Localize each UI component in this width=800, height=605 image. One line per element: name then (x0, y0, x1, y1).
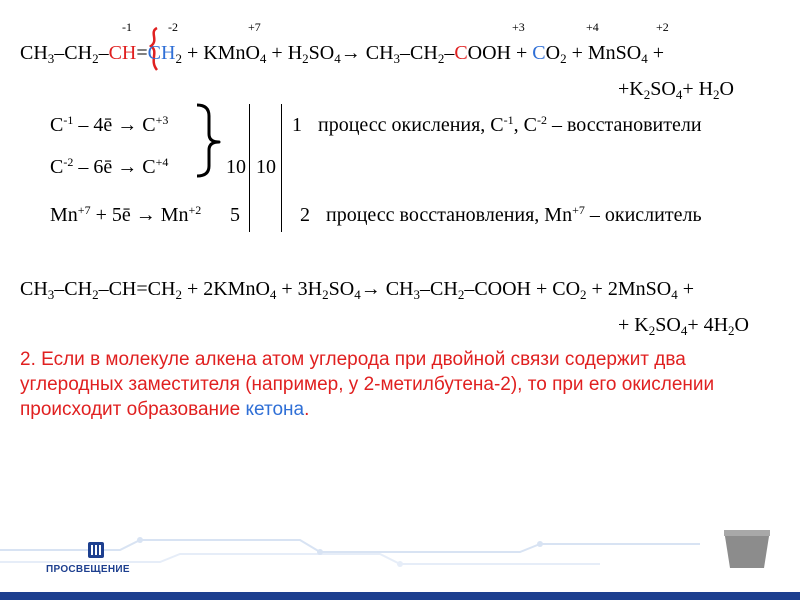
ox-state-5: +4 (586, 20, 599, 34)
equation-1-line-2: $+K_2SO_4+ H_2O$ (618, 78, 734, 102)
ox-state-2: -2 (168, 20, 178, 34)
half-reaction-1: $C^{-1}$ – 4ē → $C^{+3}$ (50, 113, 169, 136)
coefficient-5: 5 (230, 204, 240, 226)
rule-text: 2. Если в молекуле алкена атом углерода при двойной связи содержит два углеродных заместителя (например, у 2-метилбутена-2), то при его окислении происходит образование (20, 349, 715, 420)
coefficient-10-b: 10 (256, 156, 276, 178)
half-reaction-3: $Mn^{+7}$ + 5ē → $Mn^{+2}$ (50, 203, 202, 226)
equation-2-line-2: + $K_2SO_4+ 4H_2O$ (618, 314, 749, 338)
balance-brace (195, 100, 225, 180)
footer-bar (0, 530, 800, 600)
ox-state-6: +2 (656, 20, 669, 34)
coefficient-2: 2 (300, 204, 310, 226)
half-reaction-2: $C^{-2}$ – 6ē → $C^{+4}$ (50, 155, 169, 178)
reduction-description: процесс восстановления, $Mn^{+7}$ – окислитель (326, 203, 702, 226)
publisher-logo-icon (86, 540, 106, 560)
coefficient-1: 1 (292, 114, 302, 136)
rule-period: . (304, 399, 310, 420)
equation-1-line-1: $CH_3-CH_2-CH=CH_2$ + KMnO$_4$ + $H_2SO_4\to$ $CH_3-CH_2$–COOH + $CO_2$ + MnSO$_4$ + (20, 42, 665, 66)
publisher-logo-text: ПРОСВЕЩЕНИЕ (46, 564, 130, 575)
balance-divider-2 (281, 104, 282, 232)
coefficient-10-a: 10 (226, 156, 246, 178)
ox-state-3: +7 (248, 20, 261, 34)
balance-divider-1 (249, 104, 250, 232)
oxidation-description: процесс окисления, $C^{-1}$, $C^{-2}$ – восстановители (318, 113, 702, 136)
ox-state-1: -1 (122, 20, 132, 34)
equation-2-line-1: $CH_3-CH_2-CH=CH_2$ + 2KMnO$_4$ + $3H_2SO_4\to$ $CH_3-CH_2$–COOH + $CO_2$ + 2MnSO$_4$ + (20, 278, 694, 302)
publisher-logo (46, 540, 146, 580)
rule-paragraph (20, 347, 790, 422)
rule-keyword: кетона (245, 399, 305, 420)
ox-state-4: +3 (512, 20, 525, 34)
